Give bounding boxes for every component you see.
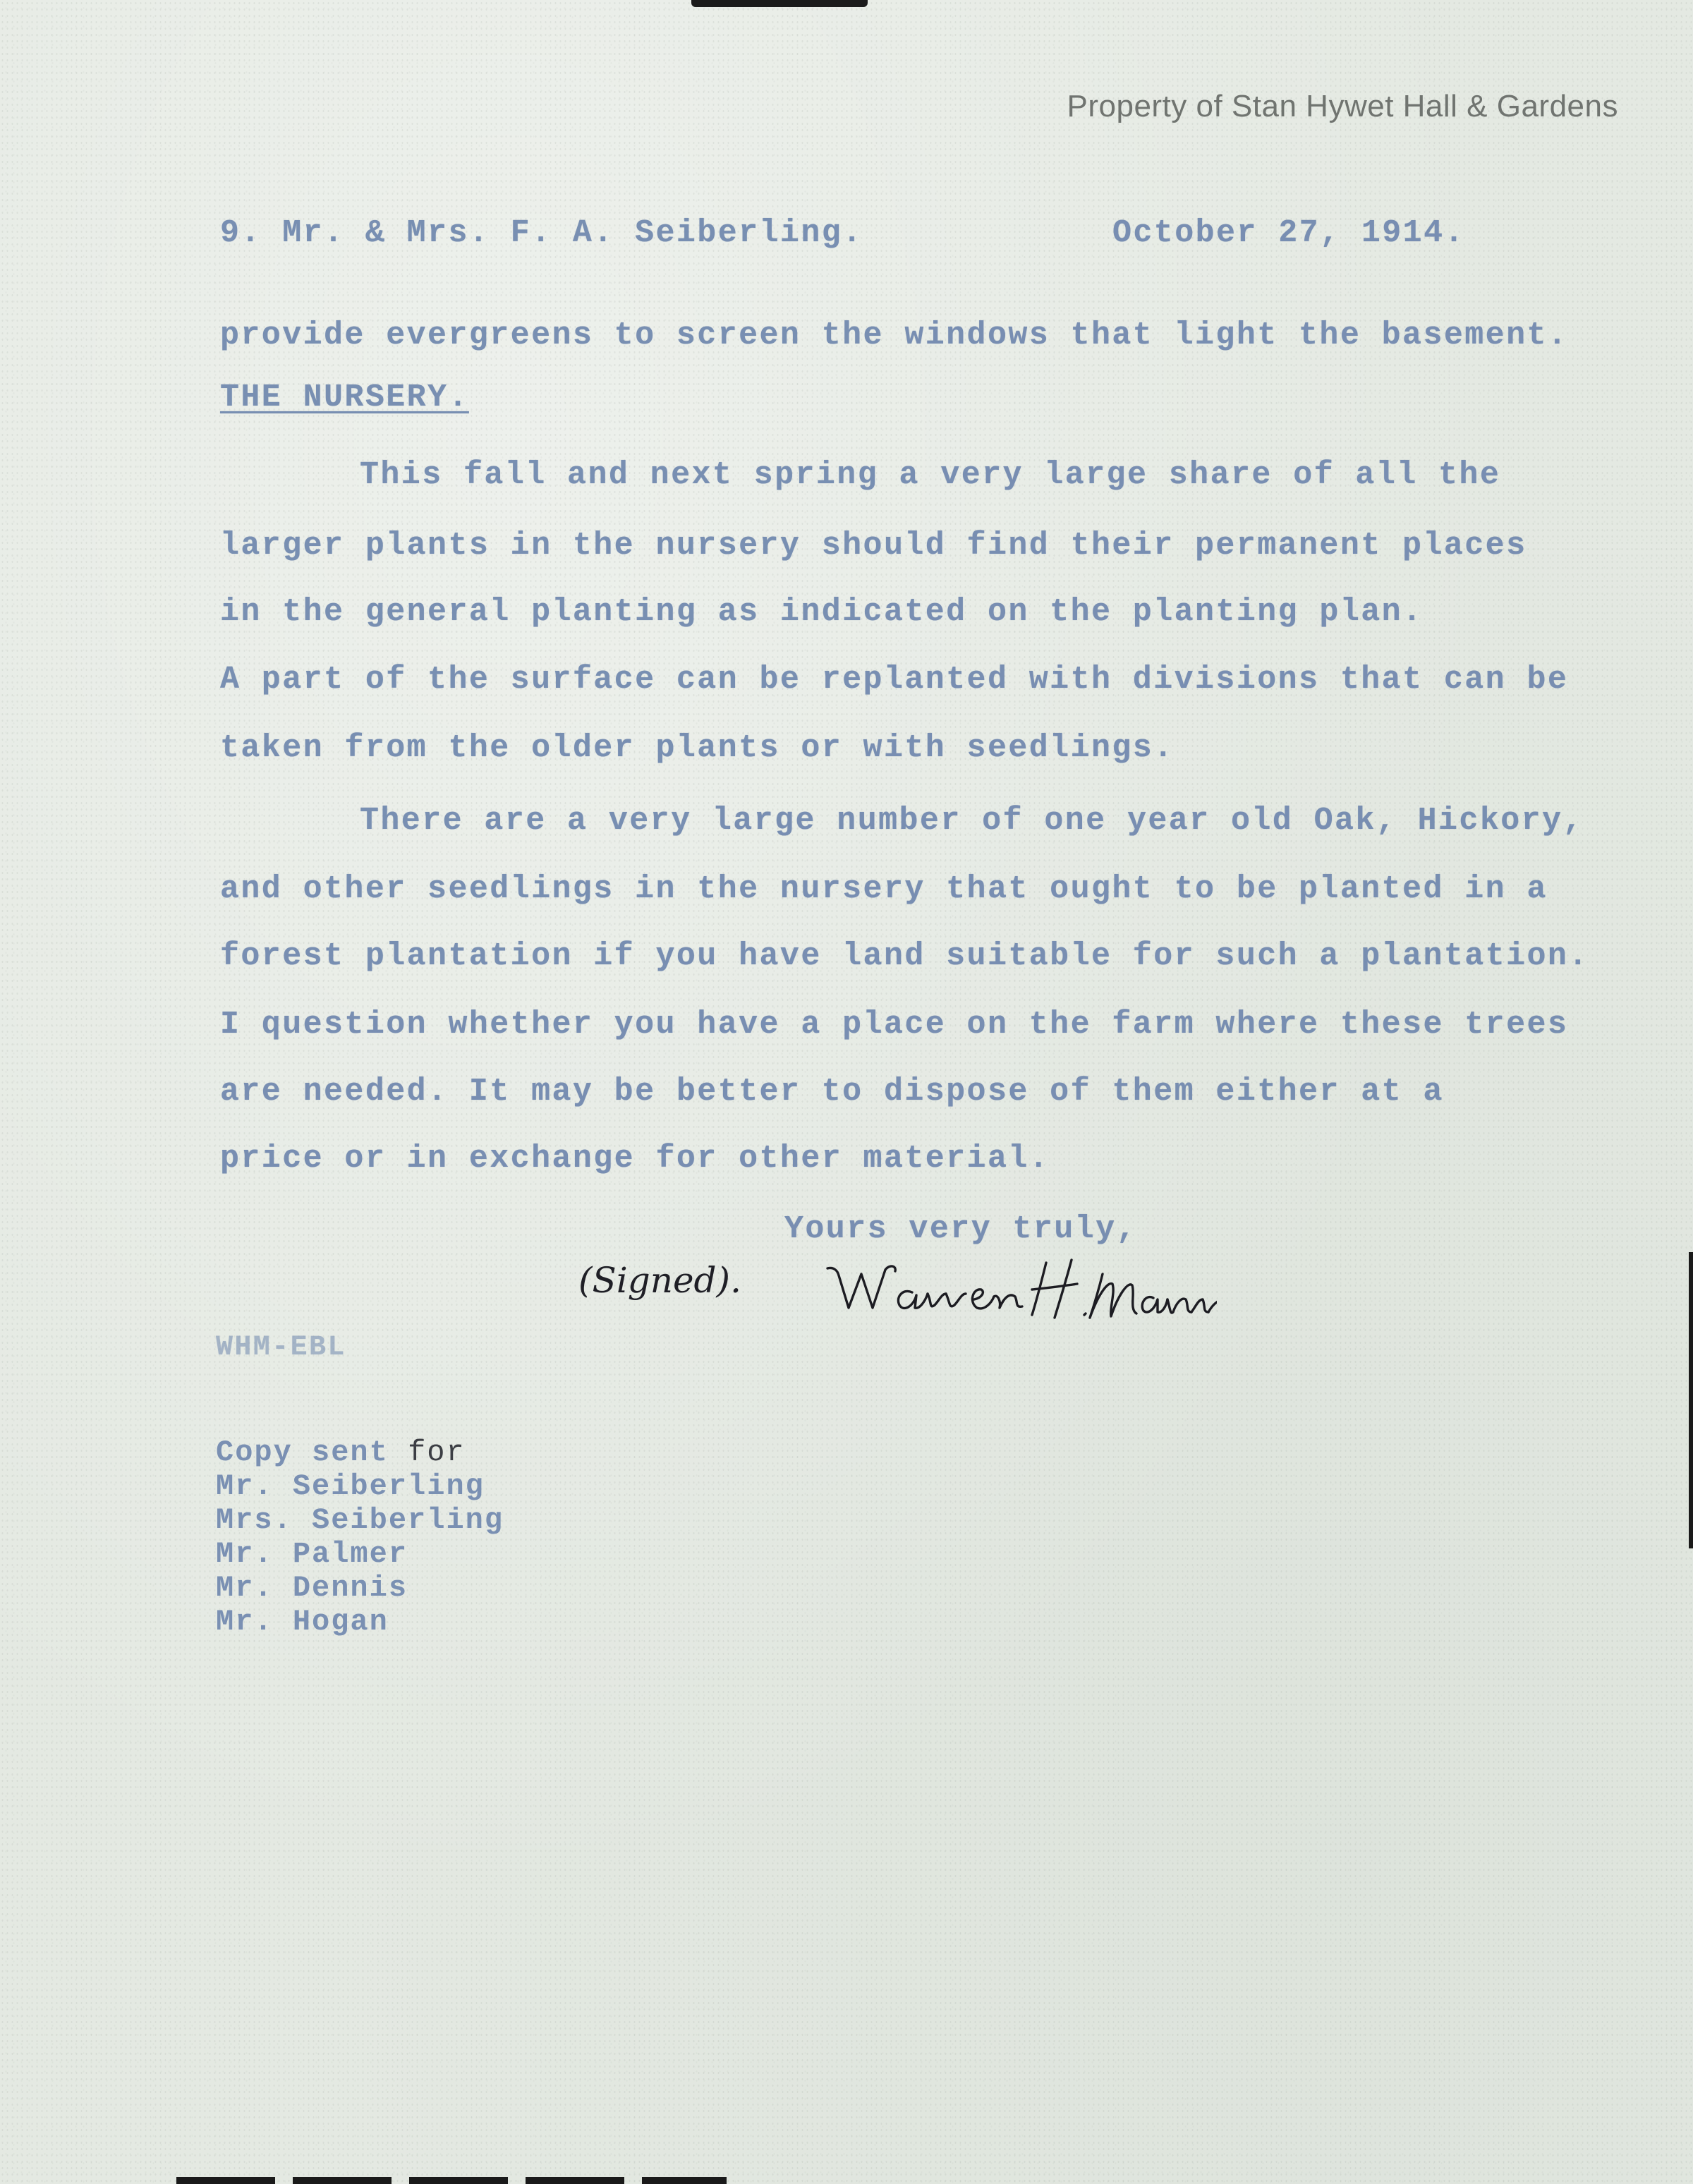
paragraph-2-line: price or in exchange for other material. [220, 1141, 1050, 1177]
copy-recipient: Mr. Hogan [216, 1605, 389, 1639]
paragraph-2-line: are needed. It may be better to dispose of them either at a [220, 1074, 1444, 1110]
paragraph-2-line: There are a very large number of one year old Oak, Hickory, [360, 803, 1584, 839]
scan-top-edge [691, 0, 868, 7]
section-heading: THE NURSERY. [220, 380, 469, 415]
scan-bottom-edge [176, 2177, 727, 2184]
paragraph-2-line: I question whether you have a place on the farm where these trees [220, 1007, 1569, 1043]
handwritten-signature [822, 1253, 1217, 1348]
copy-intro [216, 1436, 504, 1469]
copy-recipient: Mr. Dennis [216, 1571, 408, 1605]
signature-graphic [822, 1253, 1217, 1345]
signed-label: (Signed). [578, 1260, 741, 1301]
letter-date: October 27, 1914. [1112, 215, 1465, 251]
paragraph-1-line: A part of the surface can be replanted with divisions that can be [220, 662, 1569, 698]
page-addressee: 9. Mr. & Mrs. F. A. Seiberling. [220, 215, 863, 251]
paragraph-1-line: in the general planting as indicated on the planting plan. [220, 594, 1424, 630]
copy-intro-for: for [408, 1436, 466, 1469]
body-line-1: provide evergreens to screen the windows that light the basement. [220, 317, 1569, 353]
paragraph-1-line: larger plants in the nursery should find their permanent places [220, 528, 1527, 564]
copy-intro-label: Copy sent [216, 1436, 389, 1469]
scan-right-edge [1689, 1252, 1693, 1548]
archive-watermark: Property of Stan Hywet Hall & Gardens [1067, 89, 1618, 123]
closing-salutation: Yours very truly, [784, 1211, 1137, 1247]
paragraph-1-line: taken from the older plants or with seedlings. [220, 730, 1175, 766]
typist-initials: WHM-EBL [216, 1332, 346, 1364]
copy-distribution [216, 1436, 504, 1639]
paragraph-2-line: forest plantation if you have land suitable for such a plantation. [220, 938, 1589, 974]
copy-recipient: Mr. Seiberling [216, 1469, 485, 1503]
copy-recipient: Mr. Palmer [216, 1537, 408, 1571]
paragraph-2-line: and other seedlings in the nursery that ought to be planted in a [220, 871, 1548, 907]
paragraph-1-line: This fall and next spring a very large share of all the [360, 457, 1501, 493]
copy-recipient: Mrs. Seiberling [216, 1503, 504, 1537]
